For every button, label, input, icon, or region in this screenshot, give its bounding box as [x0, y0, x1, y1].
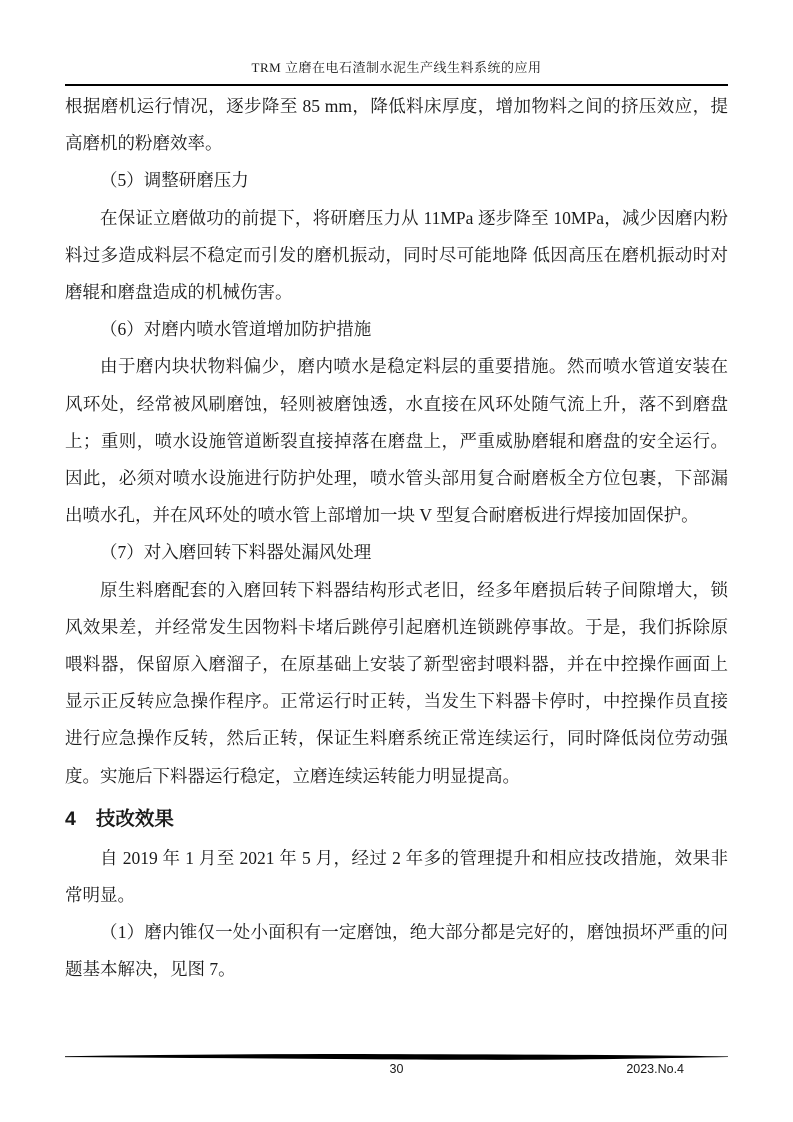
header-rule: [65, 84, 728, 86]
paragraph: （1）磨内锥仅一处小面积有一定磨蚀，绝大部分都是完好的，磨蚀损坏严重的问题基本解决，见图 7。: [65, 922, 728, 980]
footer-rule-icon: [65, 1052, 728, 1061]
section-heading: [65, 799, 728, 839]
page-footer: [65, 1062, 728, 1080]
paragraph: （7）对入磨回转下料器处漏风处理: [100, 542, 372, 563]
paragraph: 自 2019 年 1 月至 2021 年 5 月，经过 2 年多的管理提升和相应技改措施，效果非常明显。: [65, 847, 728, 906]
paragraph: 由于磨内块状物料偏少，磨内喷水是稳定料层的重要措施。然而喷水管道安装在风环处，经常被风刷磨蚀，轻则被磨蚀透，水直接在风环处随气流上升，落不到磨盘上；重则，喷水设施管道断裂直接掉落在磨盘上，严重威胁磨辊和磨盘的安全运行。因此，必须对喷水设施进行防护处理，喷水管头部用复合耐磨板全方位包裹，下部漏出喷水孔，并在风环处的喷水管上部增加一块 V 型复合耐磨板进行焊接加固保护。: [65, 356, 728, 526]
paragraph: 根据磨机运行情况，逐步降至 85 mm，降低料床厚度，增加物料之间的挤压效应，提高磨机的粉磨效率。: [65, 96, 728, 154]
section-number: 4: [65, 807, 76, 830]
page-number: 30: [389, 1062, 404, 1076]
paragraph: 原生料磨配套的入磨回转下料器结构形式老旧，经多年磨损后转子间隙增大，锁风效果差，并经常发生因物料卡堵后跳停引起磨机连锁跳停事故。于是，我们拆除原喂料器，保留原入磨溜子，在原基础上安装了新型密封喂料器，并在中控操作画面上显示正反转应急操作程序。正常运行时正转，当发生下料器卡停时，中控操作员直接进行应急操作反转，然后正转，保证生料磨系统正常连续运行，同时降低岗位劳动强度。实施后下料器运行稳定，立磨连续运转能力明显提高。: [65, 579, 728, 786]
section-title: 技改效果: [95, 807, 174, 830]
running-title: TRM 立磨在电石渣制水泥生产线生料系统的应用: [251, 60, 542, 75]
article-body: [65, 88, 728, 989]
paragraph: 在保证立磨做功的前提下，将研磨压力从 11MPa 逐步降至 10MPa，减少因磨内粉料过多造成料层不稳定而引发的磨机振动，同时尽可能地降 低因高压在磨机振动时对磨辊和磨盘造成的机械伤害。: [65, 207, 728, 303]
issue-label: 2023.No.4: [626, 1062, 684, 1076]
paragraph: （6）对磨内喷水管道增加防护措施: [100, 319, 372, 340]
paragraph: （5）调整研磨压力: [100, 170, 249, 191]
